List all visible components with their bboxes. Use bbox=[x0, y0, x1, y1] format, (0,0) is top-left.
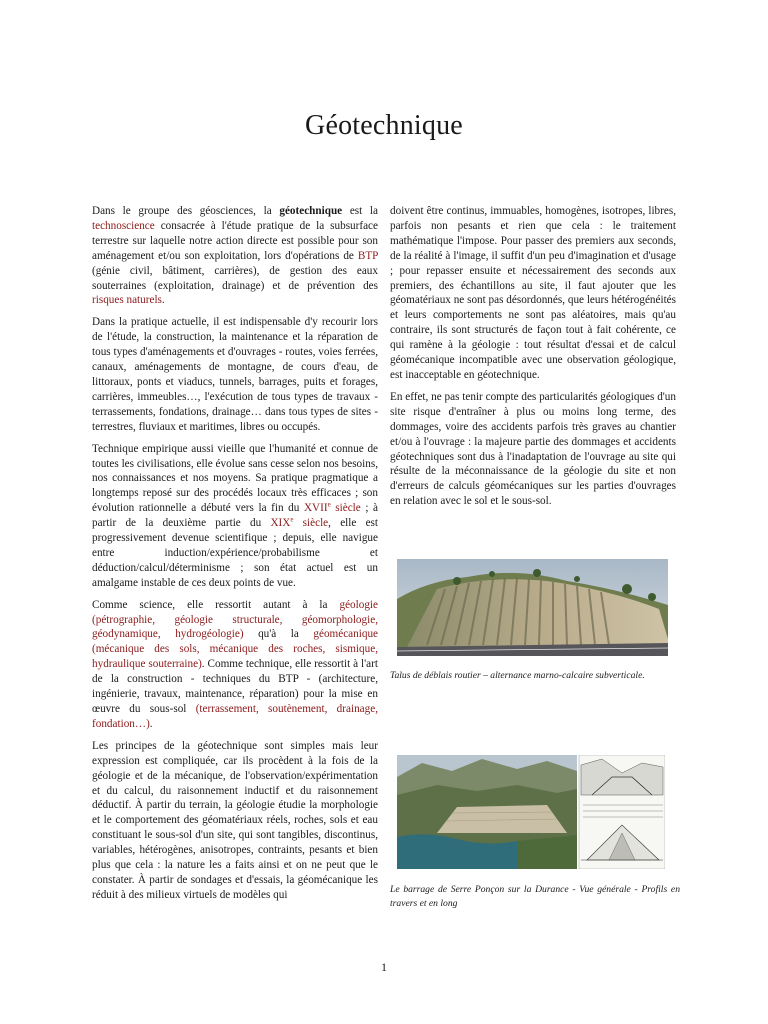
left-column bbox=[92, 204, 378, 910]
bold-term-geotechnique: géotechnique bbox=[279, 205, 343, 217]
page-number: 1 bbox=[381, 960, 387, 974]
paragraph-intro: Dans le groupe des géosciences, la géotechnique est la technoscience consacrée à l'étude pratique de la subsurface terrestre sur laquelle notre action directe est possible pour son aménagement et/ou son exploitation, lors d'opérations de BTP (génie civil, bâtiment, carrières), de gestion des eaux souterraines (exploitation, drainage) et de prévention des risques naturels. bbox=[92, 205, 378, 307]
dam-photo-and-profiles bbox=[397, 755, 665, 869]
link-travaux[interactable]: (terrassement, soutènement, drainage, fondation…) bbox=[92, 703, 378, 730]
paragraph-pratique: Dans la pratique actuelle, il est indispensable d'y recourir lors de l'étude, la construction, la maintenance et la réparation de tous types d'aménagements et d'ouvrages - routes, voies ferrées, canaux, aménagements de montagne, de cours d'eau, de littoraux, ponts et viaducs, tunnels, barrages, puits et forages, carrières, immeubles…, l'exécution de tous types de travaux - terrassements, fondations, drainage… dans tous types de sites - terrestres, fluviaux et maritimes, libres ou occupés. bbox=[92, 316, 378, 433]
road-cut-photo bbox=[397, 559, 668, 656]
right-column bbox=[390, 204, 676, 516]
link-btp[interactable]: BTP bbox=[357, 249, 378, 262]
link-geologie[interactable]: géologie bbox=[339, 598, 378, 611]
paragraph-en-effet: En effet, ne pas tenir compte des particularités géologiques d'un site risque d'entraîner à plus ou moins long terme, des dommages, voire des accidents parfois très graves au chantier et/ou à l'ouvrage : la majeure partie des dommages et accidents géotechniques sont dus à l'inadaptation de l'ouvrage au site qui résulte de la méconnaissance de la géologie du site et non d'erreurs de calculs géomécaniques sur les parties d'ouvrages en relation avec le sol et le sous-sol. bbox=[390, 390, 676, 508]
paragraph-principes: Les principes de la géotechnique sont simples mais leur expression est compliquée, car ils procèdent à la fois de la géologie et de la mécanique, de l'observation/expérimentation et du calcul, du raisonnement inductif et du raisonnement déductif. À partir du terrain, la géologie étudie la morphologie et le comportement des géomatériaux réels, roches, sols et eau constituant le sous-sol d'un site, qui sont tangibles, discontinus, variables, hétérogènes, anisotropes, contraints, pesants et bien plus que cela : la nature les a faits ainsi et on ne peut que le constater. À partir de sondages et d'essais, la géomécanique les réduit à des milieux virtuels de modèles qui bbox=[92, 739, 378, 901]
caption-dam: Le barrage de Serre Ponçon sur la Durance - Vue générale - Profils en travers et en long bbox=[390, 884, 680, 909]
link-geomecanique[interactable]: géomécanique bbox=[313, 628, 378, 641]
link-risques-naturels[interactable]: risques naturels bbox=[92, 294, 162, 307]
link-geomecanique-branches[interactable]: (mécanique des sols, mécanique des roches, sismique, hydraulique souterraine) bbox=[92, 643, 378, 671]
paragraph-technique-empirique: Technique empirique aussi vieille que l'humanité et connue de toutes les civilisations, elle évolue sans cesse selon nos besoins, nos connaissances et nos moyens. Sa pratique pragmatique a longtemps reposé sur des procédés locaux très efficaces ; son évolution rationnelle a débuté vers la fin du XVIIe siècle ; à partir de la deuxième partie du XIXe siècle, elle est progressivement devenue scientifique ; depuis, elle navigue entre induction/expérience/probabilisme et déduction/calcul/déterminisme ; son état actuel est un amalgame instable de ces deux points de vue. bbox=[92, 442, 379, 589]
caption-road-cut: Talus de déblais routier – alternance marno-calcaire subverticale. bbox=[390, 670, 645, 681]
link-technoscience[interactable]: technoscience bbox=[92, 219, 155, 232]
link-xix-siecle[interactable]: XIXe siècle bbox=[270, 515, 329, 530]
paragraph-modeles: doivent être continus, immuables, homogènes, isotropes, libres, parfois non pesants et rien que cela : le traitement mathématique l'impose. Pour passer des premiers aux seconds, de la réalité à l'image, il suffit d'un peu d'imagination et d'usage ; pour repasser ensuite et nécessairement des seconds aux premiers, des échantillons au site, il faut ajouter que les géomatériaux ne sont pas désordonnés, que leurs hétérogénéités et leurs comportements ne sont pas aléatoires, mais qu'au contraire, ils sont structurés de façon tout à fait cohérente, ce qui ramène à la géologie : tout résultat d'essai et de calcul géomécanique incompatible avec une observation géologique, est inacceptable en géotechnique. bbox=[390, 205, 676, 381]
page-title: Géotechnique bbox=[305, 110, 463, 141]
paragraph-science: Comme science, elle ressortit autant à la géologie (pétrographie, géologie structurale, géomorphologie, géodynamique, hydrogéologie) qu'à la géomécanique (mécanique des sols, mécanique des roches, sismique, hydraulique souterraine). Comme technique, elle ressortit à l'art de la construction - techniques du BTP - (architecture, ingénierie, travaux, maintenance, réparation) pour la mise en œuvre du sous-sol (terrassement, soutènement, drainage, fondation…). bbox=[92, 598, 378, 730]
link-geologie-branches[interactable]: (pétrographie, géologie structurale, géomorphologie, géodynamique, hydrogéologie) bbox=[92, 613, 378, 641]
link-xvii-siecle[interactable]: XVIIe siècle bbox=[303, 500, 361, 515]
